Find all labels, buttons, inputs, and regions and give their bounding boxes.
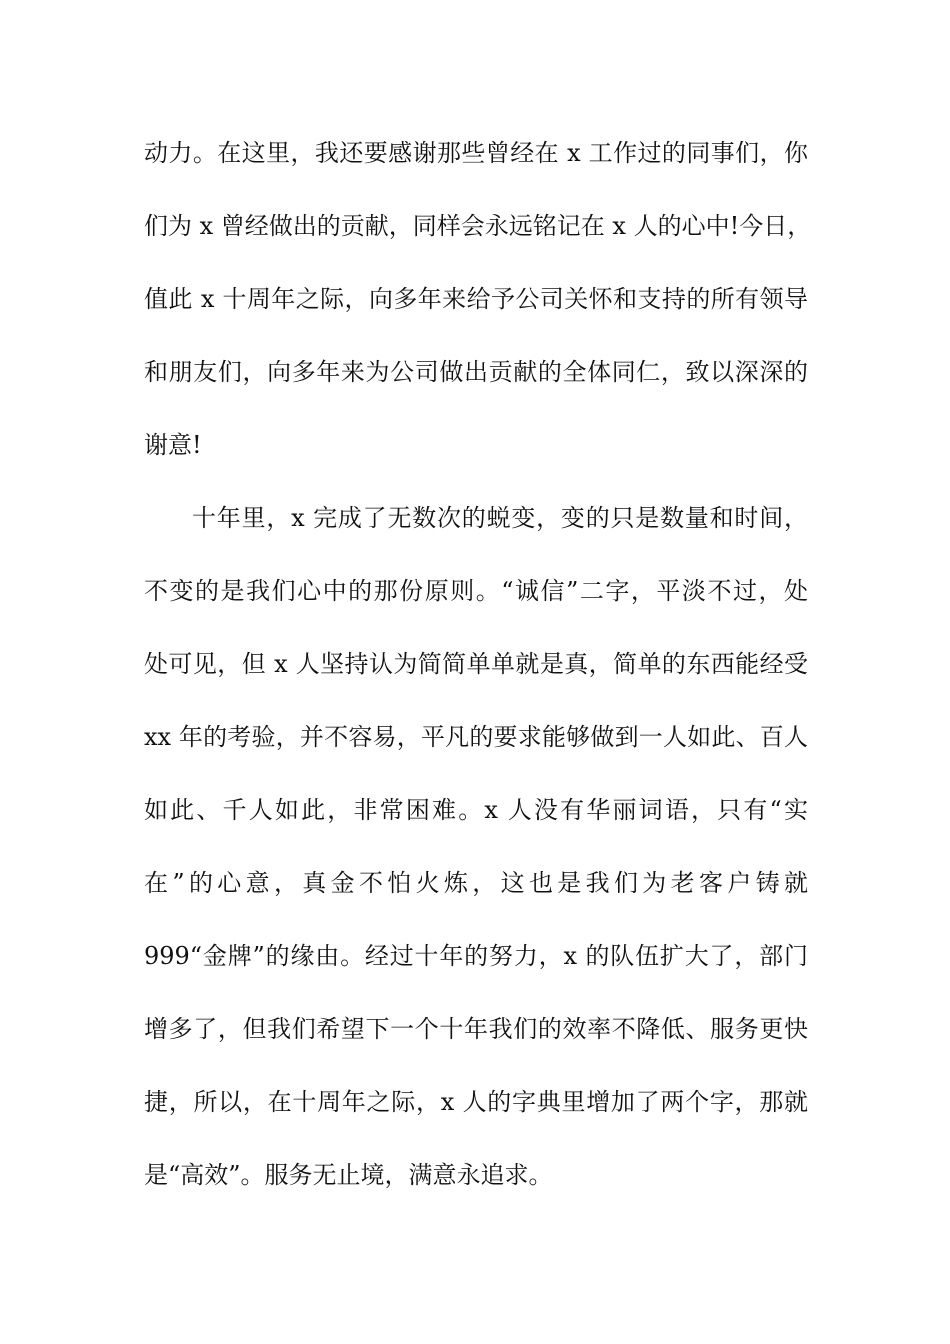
text-line: 捷，所以，在十周年之际，x 人的字典里增加了两个字，那就 [144,1088,808,1116]
text-line: 是“高效”。服务无止境，满意永追求。 [144,1161,553,1189]
paragraph-first-line: 十年里，x 完成了无数次的蜕变，变的只是数量和时间， [192,504,808,532]
text-line: 和朋友们，向多年来为公司做出贡献的全体同仁，致以深深的 [144,358,808,386]
text-line: 在”的心意，真金不怕火炼，这也是我们为老客户铸就 [144,869,808,897]
text-line: 动力。在这里，我还要感谢那些曾经在 x 工作过的同事们，你 [144,139,808,167]
text-line: 谢意! [144,431,202,459]
text-line: 们为 x 曾经做出的贡献，同样会永远铭记在 x 人的心中!今日， [144,212,812,240]
text-line: xx 年的考验，并不容易，平凡的要求能够做到一人如此、百人 [144,723,808,751]
text-line: 999“金牌”的缘由。经过十年的努力，x 的队伍扩大了，部门 [144,942,808,970]
text-line: 增多了，但我们希望下一个十年我们的效率不降低、服务更快 [144,1015,808,1043]
text-line: 值此 x 十周年之际，向多年来给予公司关怀和支持的所有领导 [144,285,808,313]
text-line: 如此、千人如此，非常困难。x 人没有华丽词语，只有“实 [144,796,808,824]
document-body [144,124,812,1219]
text-line: 不变的是我们心中的那份原则。“诚信”二字，平淡不过，处 [144,577,808,605]
text-line: 处可见，但 x 人坚持认为简简单单就是真，简单的东西能经受 [144,650,808,678]
